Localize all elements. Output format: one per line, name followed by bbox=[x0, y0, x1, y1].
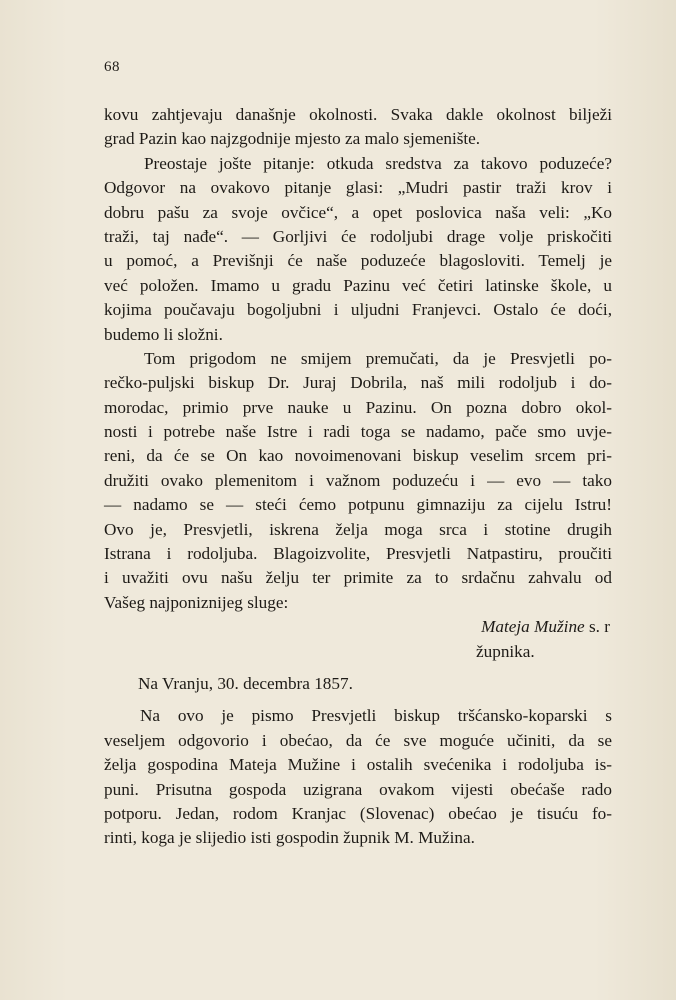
text-line: veseljem odgovorio i obećao, da će sve moguće učiniti, da se bbox=[104, 730, 612, 750]
text-line: morodac, primio prve nauke u Pazinu. On pozna dobro okol- bbox=[104, 397, 612, 417]
text-line: grad Pazin kao najzgodnije mjesto za malo sjemenište. bbox=[104, 129, 481, 149]
signature bbox=[104, 615, 612, 664]
text-line: traži, taj nađe“. — Gorljivi će rodoljubi drage volje priskočiti bbox=[104, 226, 612, 246]
text-line: nosti i potrebe naše Istre i radi toga se nadamo, pače smo uvje- bbox=[104, 422, 612, 442]
signature-name: Mateja Mužine bbox=[481, 617, 585, 637]
text-line: rinti, koga je slijedio isti gospodin župnik M. Mužina. bbox=[104, 828, 475, 848]
signature-title: župnika. bbox=[476, 641, 535, 661]
text-line: Ovo je, Presvjetli, iskrena želja moga srca i stotine drugih bbox=[104, 519, 612, 539]
text-line: rečko-puljski biskup Dr. Juraj Dobrila, naš mili rodoljub i do- bbox=[104, 373, 612, 393]
text-line: budemo li složni. bbox=[104, 324, 223, 344]
body-text bbox=[104, 103, 612, 851]
text-line: Odgovor na ovakovo pitanje glasi: „Mudri pastir traži krov i bbox=[104, 178, 612, 198]
paragraph-1 bbox=[104, 103, 612, 152]
text-line: kojima poučavaju bogoljubni i uljudni Franjevci. Ostalo će doći, bbox=[104, 300, 612, 320]
signature-suffix: s. r bbox=[588, 617, 610, 637]
text-line: u pomoć, a Previšnji će naše poduzeće blagosloviti. Temelj je bbox=[104, 251, 612, 271]
text-line: želja gospodina Mateja Mužine i ostalih svećenika i rodoljuba is- bbox=[104, 755, 612, 775]
text-line: dobru pašu za svoje ovčice“, a opet poslovica naša veli: „Ko bbox=[104, 202, 612, 222]
text-line: potporu. Jedan, rodom Kranjac (Slovenac) obećao je tisuću fo- bbox=[104, 803, 612, 823]
text-line: Vašeg najponiznijeg sluge: bbox=[104, 592, 289, 612]
text-line: — nadamo se — steći ćemo potpunu gimnaziju za cijelu Istru! bbox=[104, 495, 612, 515]
paragraph-4 bbox=[104, 704, 612, 850]
signature-line bbox=[104, 615, 612, 639]
spacer bbox=[104, 664, 612, 672]
spacer bbox=[104, 696, 612, 704]
text-line: Na ovo je pismo Presvjetli biskup tršćansko-koparski s bbox=[140, 706, 612, 726]
paragraph-2 bbox=[104, 152, 612, 347]
text-line: družiti ovako plemenitom i važnom poduzeću i — evo — tako bbox=[104, 470, 612, 490]
paragraph-3 bbox=[104, 347, 612, 615]
page-number: 68 bbox=[104, 59, 120, 75]
text-line: reni, da će se On kao novoimenovani biskup veselim srcem pri- bbox=[104, 446, 612, 466]
text-line: kovu zahtjevaju današnje okolnosti. Svaka dakle okolnost bilježi bbox=[104, 105, 612, 124]
text-line: Istrana i rodoljuba. Blagoizvolite, Presvjetli Natpastiru, proučiti bbox=[104, 544, 612, 564]
text-line: već položen. Imamo u gradu Pazinu već četiri latinske škole, u bbox=[104, 275, 612, 295]
text-line: puni. Prisutna gospoda uzigrana ovakom vijesti obećaše rado bbox=[104, 779, 612, 799]
text-line: i uvažiti ovu našu želju ter primite za to srdačnu zahvalu od bbox=[104, 568, 612, 588]
dateline: Na Vranju, 30. decembra 1857. bbox=[138, 673, 353, 693]
text-line: Tom prigodom ne smijem premučati, da je Presvjetli po- bbox=[144, 348, 612, 368]
text-line: Preostaje jošte pitanje: otkuda sredstva za takovo poduzeće? bbox=[144, 153, 612, 173]
